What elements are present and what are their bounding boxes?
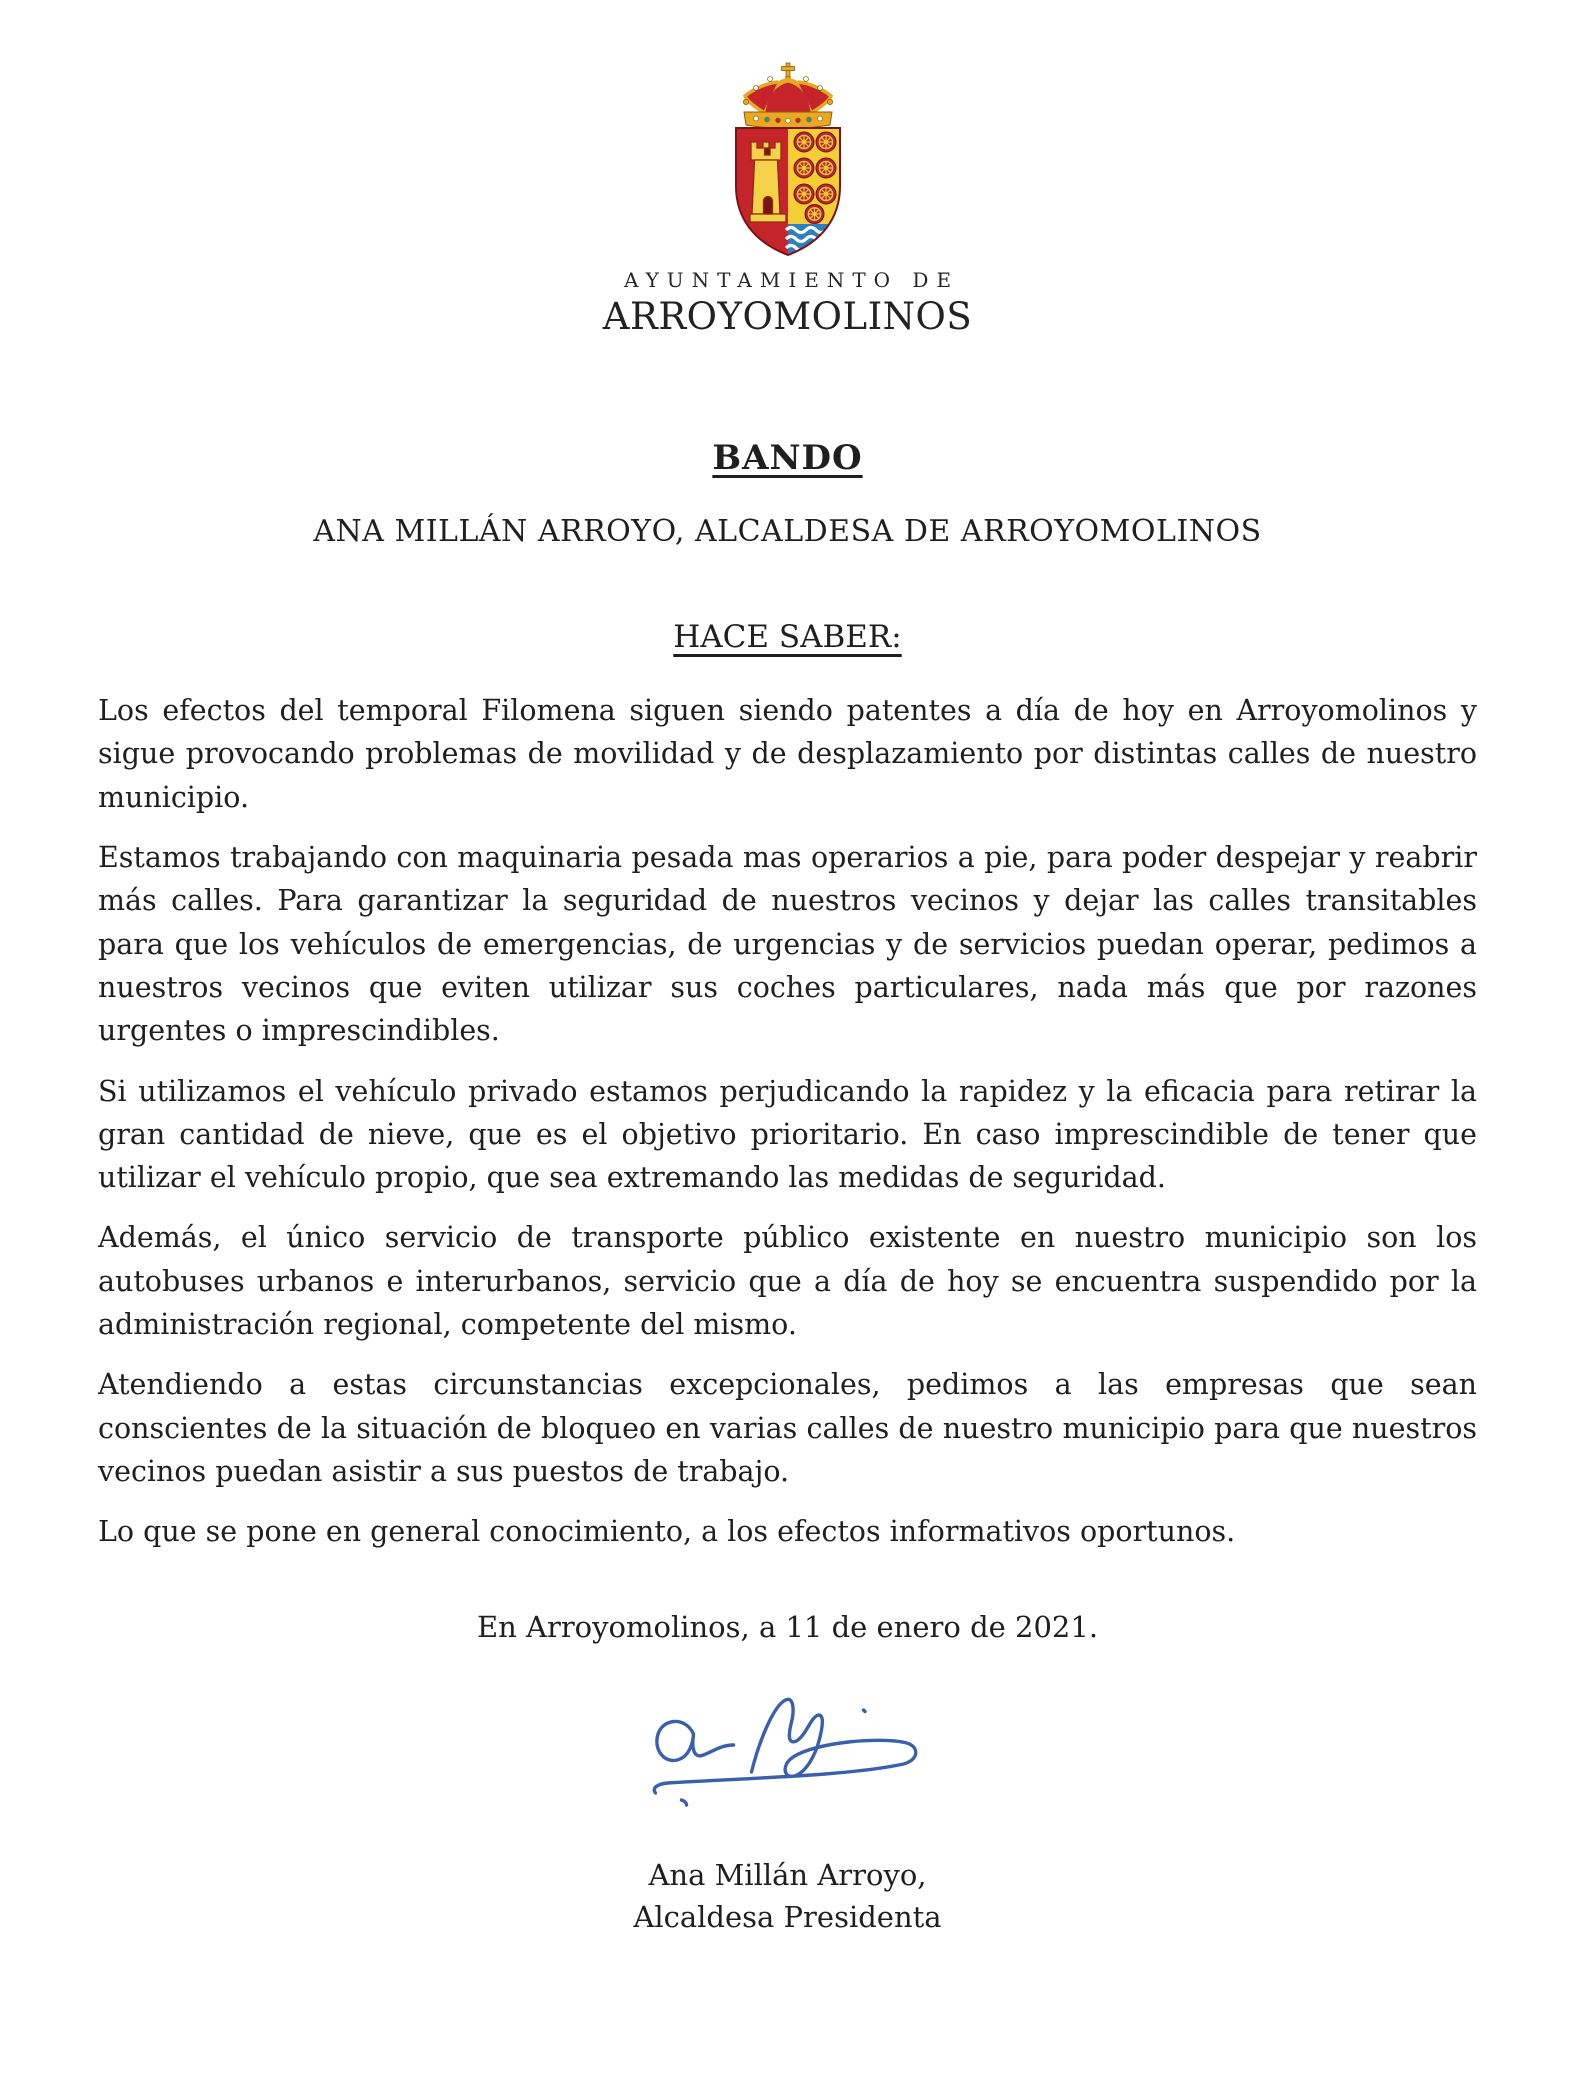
org-name-line2: ARROYOMOLINOS <box>602 295 973 338</box>
section-heading: HACE SABER: <box>673 619 902 655</box>
signature-block <box>98 1684 1477 1938</box>
crown-icon <box>743 63 832 129</box>
document-subtitle: ANA MILLÁN ARROYO, ALCALDESA DE ARROYOMOLINOS <box>313 514 1262 549</box>
masthead <box>0 0 1575 338</box>
document-body <box>0 438 1575 1938</box>
signatory-name: Ana Millán Arroyo, <box>648 1857 927 1892</box>
paragraph-4: Además, el único servicio de transporte público existente en nuestro municipio son los autobuses urbanos e interurbanos, servicio que a día de hoy se encuentra suspendido por la administración regional, competente del mismo. <box>98 1221 1477 1342</box>
signatory-name-and-title <box>98 1854 1477 1938</box>
paragraph-6: Lo que se pone en general conocimiento, a los efectos informativos oportunos. <box>98 1515 1236 1549</box>
signatory-title: Alcaldesa Presidenta <box>633 1899 942 1934</box>
paragraph-5: Atendiendo a estas circunstancias excepcionales, pedimos a las empresas que sean conscientes de la situación de bloqueo en varias calles de nuestro municipio para que nuestros vecinos puedan asistir a sus puestos de trabajo. <box>98 1368 1477 1488</box>
org-name-line1: AYUNTAMIENTO DE <box>623 268 960 292</box>
shield-icon <box>736 128 846 258</box>
paragraph-2: Estamos trabajando con maquinaria pesada mas operarios a pie, para poder despejar y reabrir más calles. Para garantizar la seguridad de nuestros vecinos y dejar las calles transitables para que los vehículos de emergencias, de urgencias y de servicios puedan operar, pedimos a nuestros vecinos que eviten utilizar sus coches particulares, nada más que por razones urgentes o imprescindibles. <box>98 840 1477 1048</box>
document-title: BANDO <box>712 438 863 478</box>
paragraph-3: Si utilizamos el vehículo privado estamos perjudicando la rapidez y la eficacia para retirar la gran cantidad de nieve, que es el objetivo prioritario. En caso imprescindible de tener que utilizar el vehículo propio, que sea extremando las medidas de seguridad. <box>98 1074 1477 1195</box>
coat-of-arms-icon <box>725 58 851 258</box>
date-line: En Arroyomolinos, a 11 de enero de 2021. <box>476 1609 1099 1644</box>
signature-ink <box>615 1684 960 1824</box>
paragraph-1: Los efectos del temporal Filomena siguen siendo patentes a día de hoy en Arroyomolinos y sigue provocando problemas de movilidad y de desplazamiento por distintas calles de nuestro municipio. <box>98 694 1477 814</box>
